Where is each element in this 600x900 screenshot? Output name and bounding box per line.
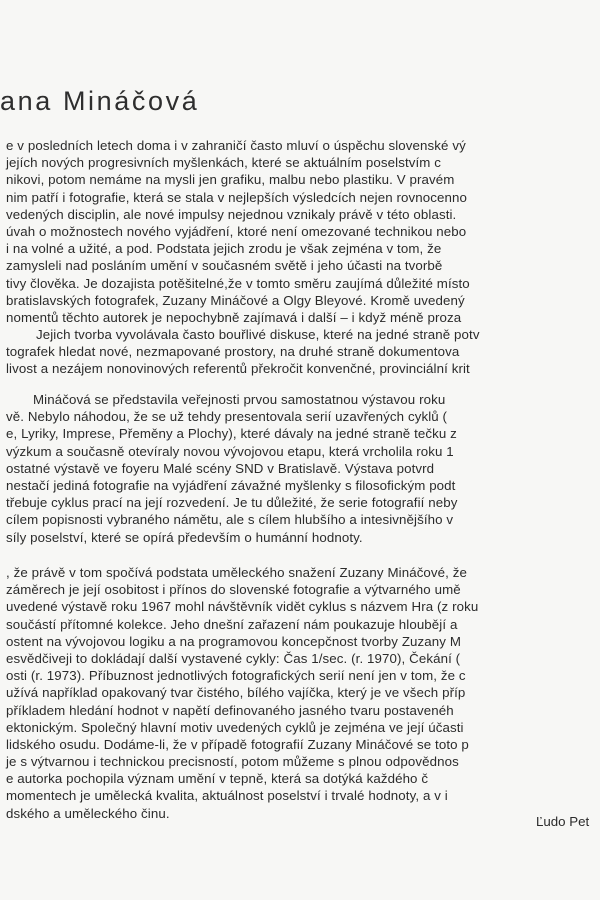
author-signature: Ľudo Pet: [536, 814, 590, 829]
text-line: vedených disciplin, ale nové impulsy nejednou vznikaly právě v této oblasti.: [6, 206, 457, 222]
text-line: nikovi, potom nemáme na mysli jen grafiku, malbu nebo plastiku. V pravém: [6, 172, 455, 188]
text-line: livost a nezájem nonovinových referentů překročit konvenčné, provinciální krit: [6, 361, 470, 377]
text-line: momentech je umělecká kvalita, aktuálnost poselství i trvalé hodnoty, a v i: [6, 788, 448, 804]
text-line: zamysleli nad posláním umění v současném světě i jeho účasti na tvorbě: [6, 258, 443, 274]
text-line: síly poselství, které se opírá především o humánní hodnoty.: [6, 529, 363, 545]
text-line: uvedené výstavě roku 1967 mohl návštěvník vidět cyklus s názvem Hra (z roku: [6, 599, 479, 615]
text-line: lidského osudu. Dodáme-li, že v případě fotografií Zuzany Mináčové se toto p: [6, 736, 469, 752]
text-line: je s výtvarnou i technickou precisností, potom můžeme s plnou odpovědnos: [6, 754, 459, 770]
text-line: osti (r. 1973). Příbuznost jednotlivých fotografických serií není jen v tom, že c: [6, 668, 466, 684]
paragraph-1: [0, 137, 600, 378]
paragraph-2: [0, 391, 600, 546]
text-line: nomentů těchto autorek je nepochybně zajímavá i další – i když méně proza: [6, 309, 462, 325]
document-title: ana Mináčová: [0, 86, 200, 116]
text-line: cílem popisnosti vybraného námětu, ale s cílem hlubšího a intesivnějšího v: [6, 512, 454, 528]
text-line: třebuje cyklus prací na její rozvedení. Je tu důležité, že serie fotografií neby: [6, 495, 458, 511]
text-line: e autorka pochopila význam umění v tepně, která sa dotýká každého č: [6, 771, 429, 787]
text-line: součástí přítomné kolekce. Jeho dnešní zařazení nám poukazuje hloubějí a: [6, 616, 458, 632]
text-line: výzkum a současně otevíraly novou vývojovou etapu, která vrcholila roku 1: [6, 443, 454, 459]
text-line: jejích nových progresivních myšlenkách, které se aktuálním poselstvím c: [6, 155, 441, 171]
text-line: ostent na vývojovou logiku a na programovou koncepčnost tvorby Zuzany M: [6, 633, 462, 649]
text-line: nim patří i fotografie, která se stala v nejlepších výsledcích nejen rovnocenno: [6, 189, 467, 205]
text-line: bratislavských fotografek, Zuzany Mináčové a Olgy Bleyové. Kromě uvedený: [6, 292, 465, 308]
paragraph-3: [0, 564, 600, 822]
text-line: i na volné a užité, a pod. Podstata jejich zrodu je však zejména v tom, že: [6, 241, 442, 257]
text-line: , že právě v tom spočívá podstata uměleckého snažení Zuzany Mináčové, že: [6, 565, 468, 580]
text-line: e, Lyriky, Imprese, Přeměny a Plochy), které dávaly na jedné straně tečku z: [6, 426, 457, 442]
text-line: Mináčová se představila veřejnosti prvou samostatnou výstavou roku: [33, 392, 446, 407]
text-line: tivy člověka. Je dozajista potěšitelné,že v tomto směru zaujímá důležité místo: [6, 275, 470, 291]
text-line: Jejich tvorba vyvolávala často bouřlivé diskuse, které na jedné straně potv: [36, 327, 480, 343]
text-line: vě. Nebylo náhodou, že se už tehdy presentovala serií uzavřených cyklů (: [6, 409, 448, 425]
text-line: záměrech je její osobitost i přínos do slovenské fotografie a výtvarného umě: [6, 582, 461, 598]
text-line: ostatné výstavě ve foyeru Malé scény SND v Bratislavě. Výstava potvrd: [6, 460, 435, 476]
text-line: esvědčiveji to dokládají další vystavené cykly: Čas 1/sec. (r. 1970), Čekání (: [6, 650, 461, 666]
text-line: užívá například opakovaný tvar čistého, bílého vajíčka, který je ve všech příp: [6, 685, 466, 701]
text-line: e v posledních letech doma i v zahraničí často mluví o úspěchu slovenské vý: [6, 138, 466, 153]
text-line: tografek hledat nové, nezmapované prostory, na druhé straně dokumentova: [6, 344, 460, 360]
text-line: dského a uměleckého činu.: [6, 805, 170, 821]
text-line: nestačí jediná fotografie na vyjádření závažné myšlenky s filosofickým podt: [6, 477, 456, 493]
text-line: příkladem hledání hodnot v napětí definovaného jasného tvaru postavenéh: [6, 702, 454, 718]
text-line: ektonickým. Společný hlavní motiv uvedených cyklů je zejména ve její účasti: [6, 719, 464, 735]
text-line: úvah o možnostech nového vyjádření, ktoré není omezované technikou nebo: [6, 223, 467, 239]
